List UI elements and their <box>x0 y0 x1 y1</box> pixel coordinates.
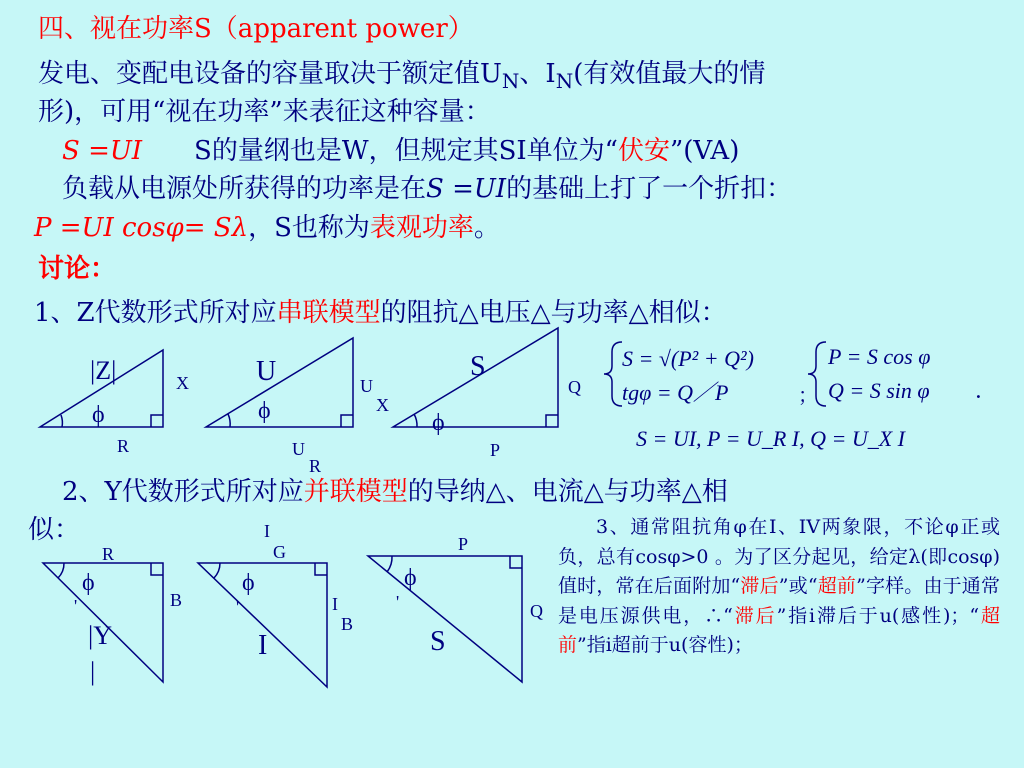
angle-arc <box>58 563 64 578</box>
power-factor-text: ，S也称为 <box>248 213 370 243</box>
equation-q: Q = S sin φ <box>828 378 930 403</box>
intro-text-3: (有效值最大的情 <box>573 59 766 89</box>
reactance-label: X <box>176 373 189 393</box>
item-3-text-2: ”字样。由于通常是电压源供电，∴“ <box>558 575 1000 627</box>
current-g-sub: G <box>273 542 286 562</box>
equation-period: ． <box>975 378 998 403</box>
angle-tick: ' <box>236 597 240 617</box>
intro-text-1: 发电、变配电设备的容量取决于额定值U <box>38 59 502 89</box>
resistance-label: R <box>117 436 130 456</box>
voltage-r-main: U <box>292 439 305 459</box>
angle-arc <box>414 414 417 427</box>
discount-text: 负载从电源处所获得的功率是在 <box>62 174 427 204</box>
right-angle-mark <box>151 415 163 427</box>
impedance-magnitude-label: |Z| <box>90 356 117 385</box>
left-brace <box>604 342 622 406</box>
equation-tan: tgφ = Q／P <box>622 380 729 405</box>
right-angle-mark <box>510 556 522 568</box>
voltage-x-sub: X <box>376 395 389 415</box>
angle-arc <box>214 563 220 578</box>
item-3-paragraph <box>558 513 1000 661</box>
current-label: I <box>258 630 268 661</box>
parallel-power-triangle <box>368 556 522 682</box>
lead-label: 超前 <box>558 604 1000 656</box>
apparent-power-formula: S =UI <box>62 136 143 166</box>
item-3-or: ”或“ <box>778 575 818 597</box>
right-angle-mark <box>151 563 163 575</box>
angle-label: ϕ <box>432 410 445 436</box>
power-factor-end: 。 <box>473 213 500 243</box>
discussion-heading: 讨论： <box>38 254 117 284</box>
item-2-wrap: 似： <box>28 515 81 545</box>
angle-label: ϕ <box>92 402 105 428</box>
active-power-label: P <box>490 440 501 460</box>
right-angle-mark <box>546 415 558 427</box>
equation-separator: ； <box>798 385 818 407</box>
current-triangle <box>198 563 327 687</box>
voltage-triangle <box>206 338 353 427</box>
parallel-model-label: 并联模型 <box>303 477 408 507</box>
angle-tick: ' <box>74 596 78 616</box>
subscript-n: N <box>501 69 520 94</box>
lag-label: 滞后 <box>740 575 779 597</box>
admittance-bar: | <box>90 657 96 686</box>
reactive-power-label: Q <box>530 601 543 621</box>
item-3-text: 3、通常阻抗角φ在I、IV两象限，不论φ正或负，总有cosφ>0 。为了区分起见，给定λ(即cosφ)值时，常在后面附加“ <box>558 516 1000 597</box>
item-1-text-end: 的阻抗△电压△与功率△相似： <box>380 298 727 328</box>
equation-power-products: S = UI, P = U_R I, Q = U_X I <box>636 426 905 451</box>
current-b-sub: B <box>341 614 354 634</box>
unit-text-end: ”(VA) <box>669 136 740 166</box>
conductance-label: R <box>102 544 115 564</box>
right-angle-mark <box>341 415 353 427</box>
intro-line-2: 形)，可用“视在功率”来表征这种容量： <box>38 97 491 127</box>
discount-formula: S =UI <box>426 174 507 204</box>
apparent-power-name: 表观功率 <box>369 213 474 243</box>
item-1-text: 1、Z代数形式所对应 <box>34 298 277 328</box>
angle-tick: ' <box>396 592 400 612</box>
power-factor-formula: P =UI cosφ= Sλ <box>34 213 249 243</box>
angle-label: ϕ <box>404 565 417 591</box>
equation-s: S = √(P² + Q²) <box>622 346 754 371</box>
angle-label: ϕ <box>258 398 271 424</box>
active-power-label: P <box>458 534 469 554</box>
susceptance-label: B <box>170 590 183 610</box>
intro-text-2: 、I <box>519 59 556 89</box>
angle-label: ϕ <box>242 570 255 596</box>
current-g-main: I <box>264 521 270 541</box>
reactive-power-label: Q <box>568 377 581 397</box>
current-b-main: I <box>332 594 338 614</box>
subscript-n: N <box>555 69 574 94</box>
unit-text: S的量纲也是W，但规定其SI单位为“ <box>194 136 618 166</box>
item-2-text-end: 的导纳△、电流△与功率△相 <box>407 477 728 507</box>
angle-arc <box>387 556 392 572</box>
angle-label: ϕ <box>82 570 95 596</box>
admittance-magnitude-label: |Y <box>88 621 112 650</box>
item-2 <box>62 477 728 507</box>
right-angle-mark <box>315 563 327 575</box>
discount-text-end: 的基础上打了一个折扣： <box>506 174 793 204</box>
lag-label: 滞后 <box>732 604 777 627</box>
section-heading: 四、视在功率S（apparent power） <box>38 14 474 44</box>
series-model-label: 串联模型 <box>276 298 381 328</box>
item-3-text-3: ”指i滞后于u(感性)；“ <box>776 604 980 627</box>
equation-p: P = S cos φ <box>828 344 931 369</box>
voltage-r-sub: R <box>309 456 322 476</box>
volt-ampere-name: 伏安 <box>617 136 670 166</box>
apparent-power-label: S <box>430 626 446 657</box>
lead-label: 超前 <box>817 575 857 597</box>
item-2-text: 2、Y代数形式所对应 <box>62 477 304 507</box>
angle-arc <box>61 415 62 427</box>
angle-arc <box>228 414 230 427</box>
item-3-text-4: ”指i超前于u(容性)； <box>577 634 753 656</box>
voltage-x-main: U <box>360 376 373 396</box>
apparent-power-label: S <box>470 351 486 382</box>
voltage-label: U <box>256 356 277 387</box>
